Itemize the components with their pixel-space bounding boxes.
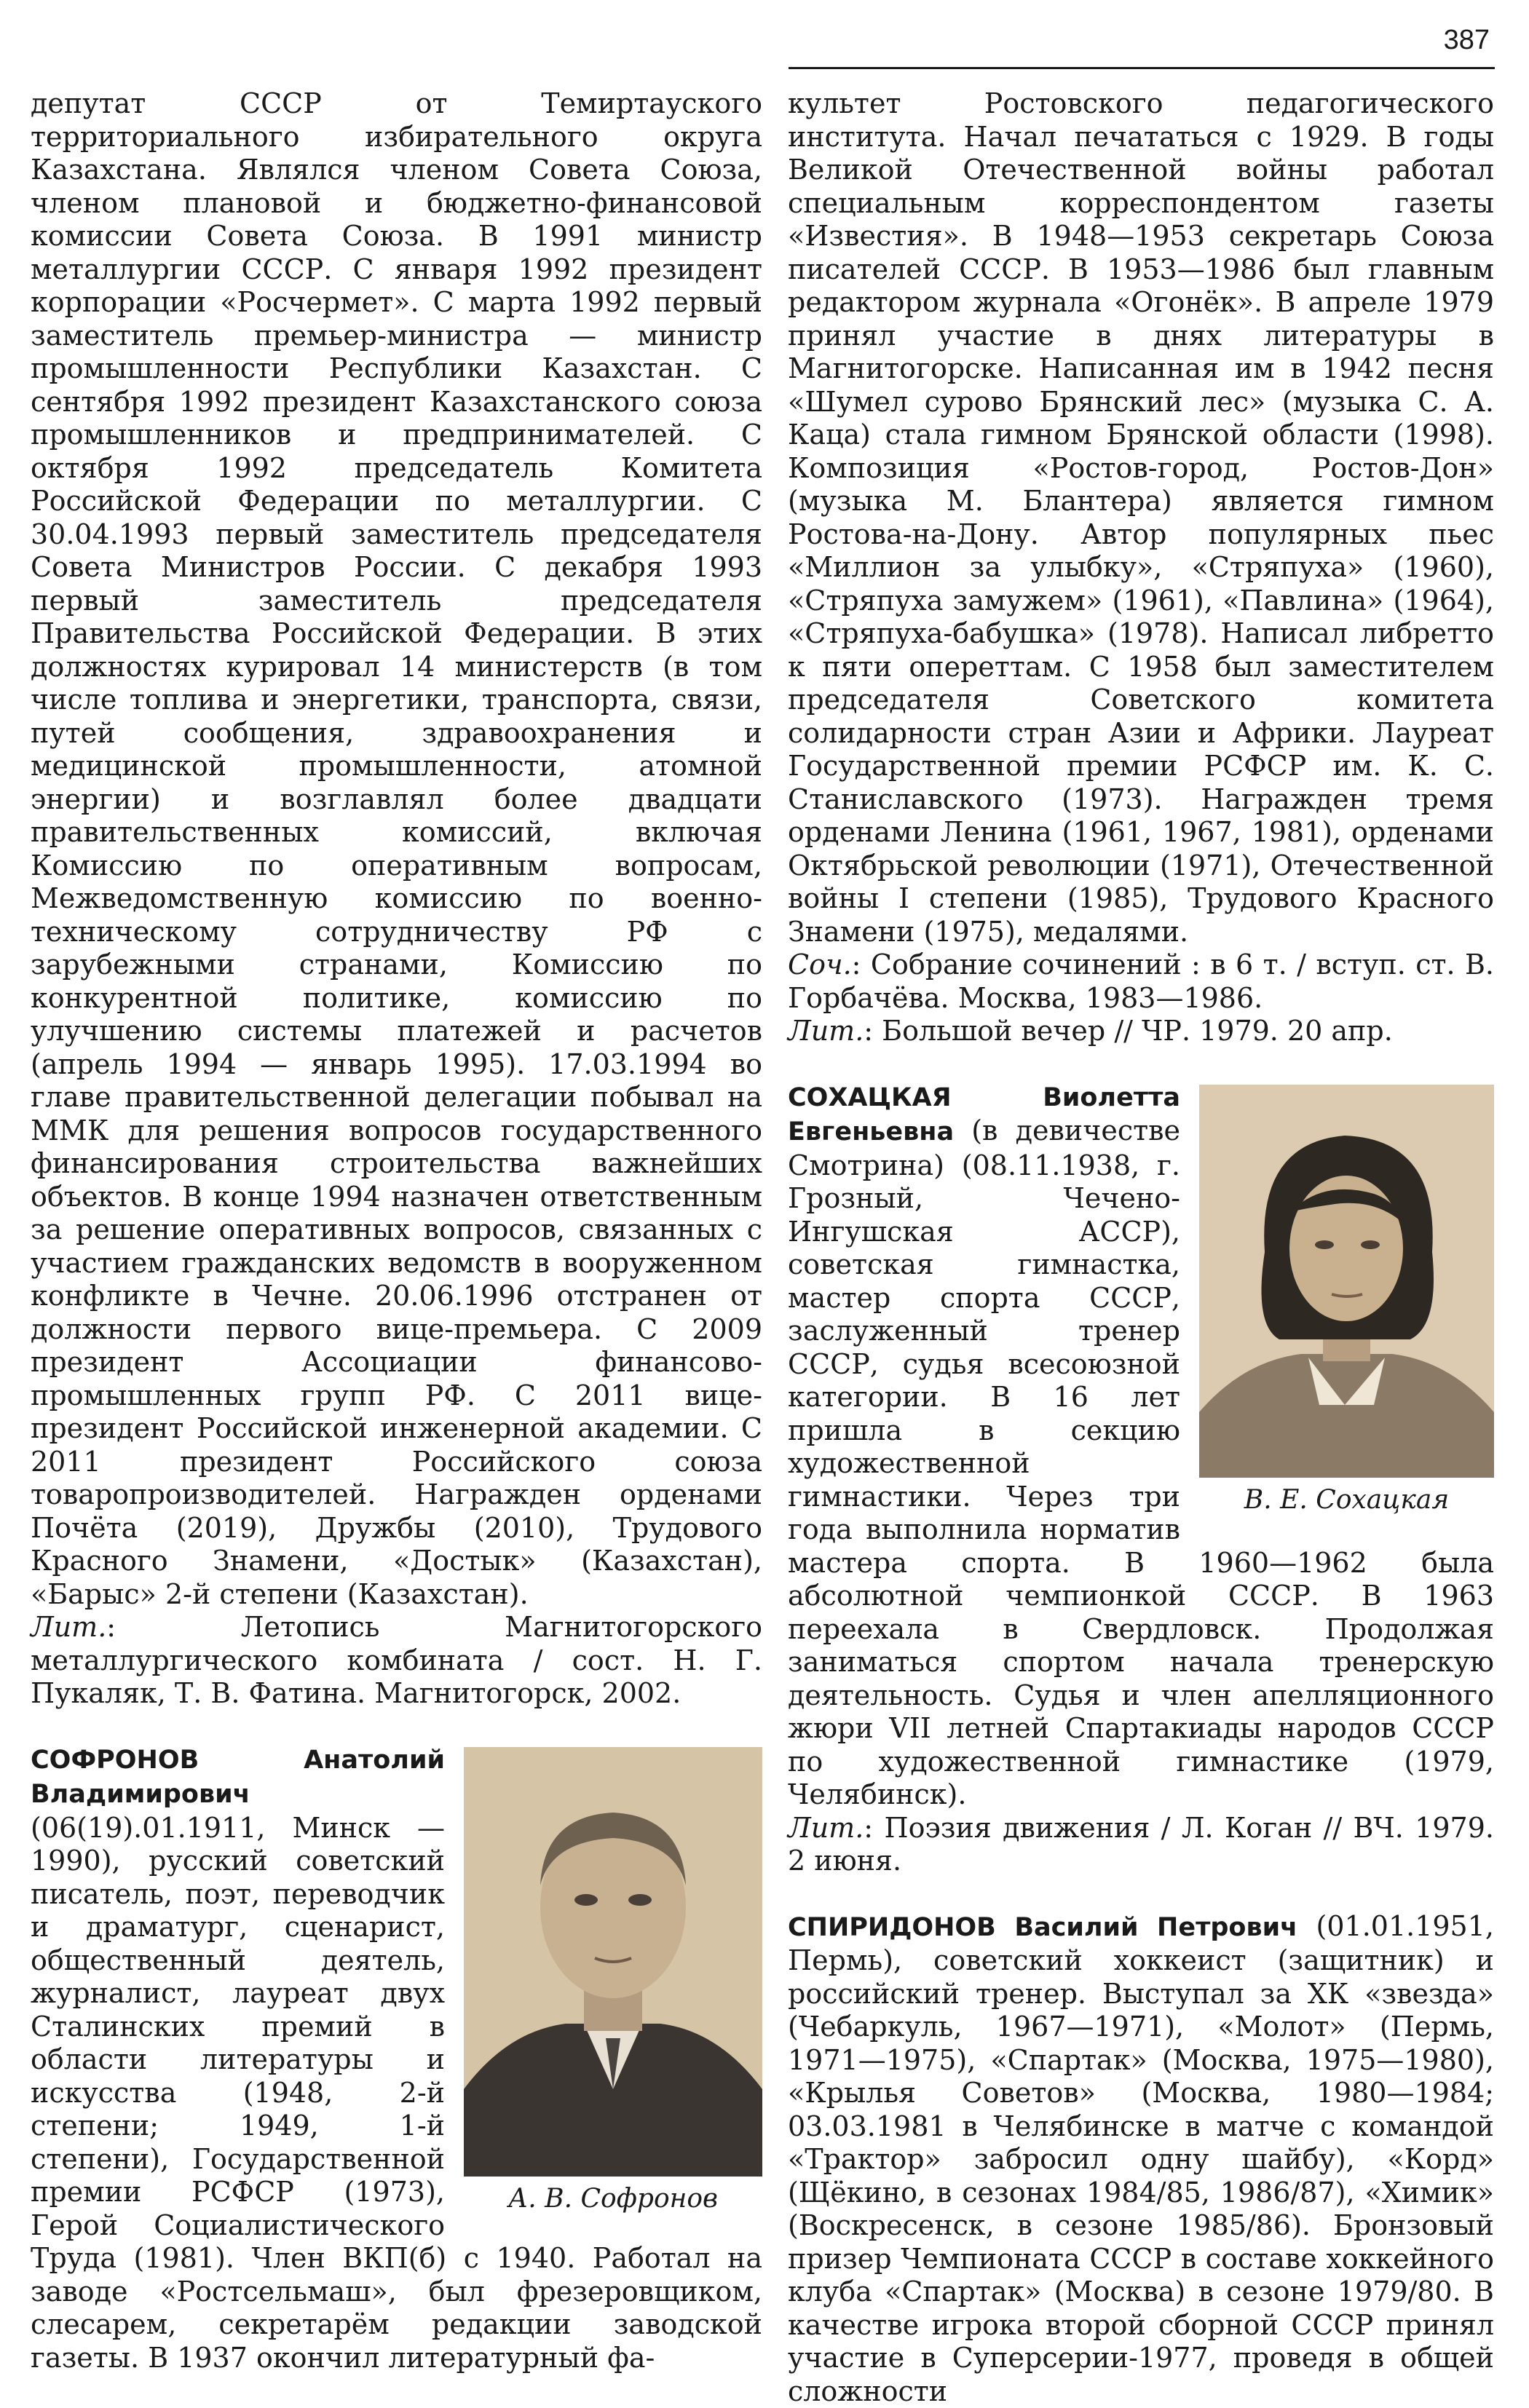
works-text: : Собрание сочинений : в 6 т. / вступ. ст. В. Горбачёва. Москва, 1983—1986. [788,948,1494,1014]
photo-caption: В. Е. Сохацкая [1199,1485,1494,1516]
figure-sokhatskaya [1199,1085,1494,1516]
entry-body: (01.01.1951, Пермь), советский хоккеист (защитник) и российский тренер. Выступал за ХК «звезда» (Чебаркуль, 1967—1971), «Молот» (Пермь, 1971—1975), «Спартак» (Москва, 1975—1980), «Крылья Советов» (Москва, 1980—1984; 03.03.1981 в Челябинске в матче с командой «Трактор» забросил одну шайбу), «Корд» (Щёкино, в сезонах 1984/85, 1986/87), «Химик» (Воскресенск, в сезоне 1985/86). Бронзовый призер Чемпионата СССР в составе хоккейного клуба «Спартак» (Москва) в сезоне 1979/80. В качестве игрока второй сборной СССР принял участие в Суперсерии-1977, проведя в общей сложности [788,1910,1494,2407]
figure-sofronov [464,1747,762,2214]
entry-headword: СОХАЦКАЯ Виолетта Евгеньевна [788,1083,1180,1147]
page-number: 387 [1444,25,1490,56]
entry-headword: СПИРИДОНОВ Василий Петрович [788,1913,1297,1942]
portrait-man-icon [464,1747,762,2177]
entry-spiridonov [788,1910,1494,2408]
entry-body: (06(19).01.1911, Минск —1990), русский советский писатель, поэт, переводчик и драматург, сценарист, общественный деятель, журналист, лауреат двух Сталинских премий в области литературы и искусства (1948, 2-й степени; 1949, 1-й степени), Государственной премии РСФСР (1973), Герой Социалистического Труда (1981). Член ВКП(б) с 1940. Работал на заводе «Ростсельмаш», был фрезеровщиком, слесарем, секретарём редакции заводской газеты. В 1937 окончил литературный фа- [31,1812,762,2374]
entry-body: (в девичестве Смотрина) (08.11.1938, г. Грозный, Чечено-Ингушская АССР), советская гимнастка, мастер спорта СССР, заслуженный тренер СССР, судья всесоюзной категории. В 16 лет пришла в секцию художественной гимнастики. Через три года выполнила норматив мастера спорта. В 1960—1962 была абсолютной чемпионкой СССР. В 1963 переехала в Свердловск. Продолжая заниматься спортом начала тренерскую деятельность. Судья и член апелляционного жюри VII летней Спартакиады народов СССР по художественной гимнастике (1979, Челябинск). [788,1114,1494,1810]
entry-sokhatskaya [788,1080,1494,1812]
literature-label: Лит. [31,1611,106,1643]
entry-works [788,948,1494,1015]
entry-body: культет Ростовского педагогического института. Начал печататься с 1929. В годы Великой Отечественной войны работал специальным корреспондентом газеты «Известия». В 1948—1953 секретарь Союза писателей СССР. В 1953—1986 был главным редактором журнала «Огонёк». В апреле 1979 принял участие в днях литературы в Магнитогорске. Написанная им в 1942 песня «Шумел сурово Брянский лес» (музыка С. А. Каца) стала гимном Брянской области (1998). Композиция «Ростов-город, Ростов-Дон» (музыка М. Блантера) является гимном Ростова-на-Дону. Автор популярных пьес «Миллион за улыбку», «Стряпуха» (1960), «Стряпуха замужем» (1961), «Павлина» (1964), «Стряпуха-бабушка» (1978). Написал либретто к пяти опереттам. С 1958 был заместителем председателя Советского комитета солидарности стран Азии и Африки. Лауреат Государственной премии РСФСР им. К. С. Станиславского (1973). Награжден тремя орденами Ленина (1961, 1967, 1981), орденами Октябрьской революции (1971), Отечественной войны I степени (1985), Трудового Красного Знамени (1975), медалями. [788,87,1494,948]
entry-literature [788,1812,1494,1878]
right-column [788,87,1494,2408]
literature-text: : Большой вечер // ЧР. 1979. 20 апр. [864,1015,1393,1047]
literature-label: Лит. [788,1812,864,1844]
entry-body: депутат СССР от Темиртауского территориального избирательного округа Казахстана. Являлся членом Совета Союза, членом плановой и бюджетно-финансовой комиссии Совета Союза. В 1991 министр металлургии СССР. С января 1992 президент корпорации «Росчермет». С марта 1992 первый заместитель премьер-министра — министр промышленности Республики Казахстан. С сентября 1992 президент Казахстанского союза промышленников и предпринимателей. С октября 1992 председатель Комитета Российской Федерации по металлургии. С 30.04.1993 первый заместитель председателя Совета Министров России. С декабря 1993 первый заместитель председателя Правительства Российской Федерации. В этих должностях курировал 14 министерств (в том числе топлива и энергетики, транспорта, связи, путей сообщения, здравоохранения и медицинской промышленности, атомной энергии) и возглавлял более двадцати правительственных комиссий, включая Комиссию по оперативным вопросам, Межведомственную комиссию по военно-техническому сотрудничеству РФ с зарубежными странами, Комиссию по конкурентной политике, комиссию по улучшению системы платежей и расчетов (апрель 1994 — январь 1995). 17.03.1994 во главе правительственной делегации побывал на ММК для решения вопросов государственного финансирования строительства важнейших объектов. В конце 1994 назначен ответственным за решение оперативных вопросов, связанных с участием гражданских ведомств в вооруженном конфликте в Чечне. 20.06.1996 отстранен от должности первого вице-премьера. С 2009 президент Ассоциации финансово-промышленных групп РФ. С 2011 вице-президент Российской инженерной академии. С 2011 президент Российского союза товаропроизводителей. Награжден орденами Почёта (2019), Дружбы (2010), Трудового Красного Знамени, «Достык» (Казахстан), «Барыс» 2-й степени (Казахстан). [31,87,762,1610]
entry-literature [788,1015,1494,1048]
works-label: Соч. [788,948,852,981]
portrait-photo [464,1747,762,2177]
photo-caption: А. В. Софронов [464,2184,762,2214]
entry-sofronov-continued [788,87,1494,948]
literature-label: Лит. [788,1015,864,1047]
portrait-woman-icon [1199,1085,1494,1478]
literature-text: : Летопись Магнитогорского металлургического комбината / сост. Н. Г. Пукаляк, Т. В. Фатина. Магнитогорск, 2002. [31,1611,762,1709]
entry-literature [31,1611,762,1711]
entry-headword: СОФРОНОВ Анатолий Владимирович [31,1746,445,1810]
entry-soskovets-continued [31,87,762,1611]
left-column [31,87,762,2375]
header-rule [789,67,1495,69]
entry-sofronov [31,1743,762,2375]
portrait-photo [1199,1085,1494,1478]
literature-text: : Поэзия движения / Л. Коган // ВЧ. 1979. 2 июня. [788,1812,1494,1877]
